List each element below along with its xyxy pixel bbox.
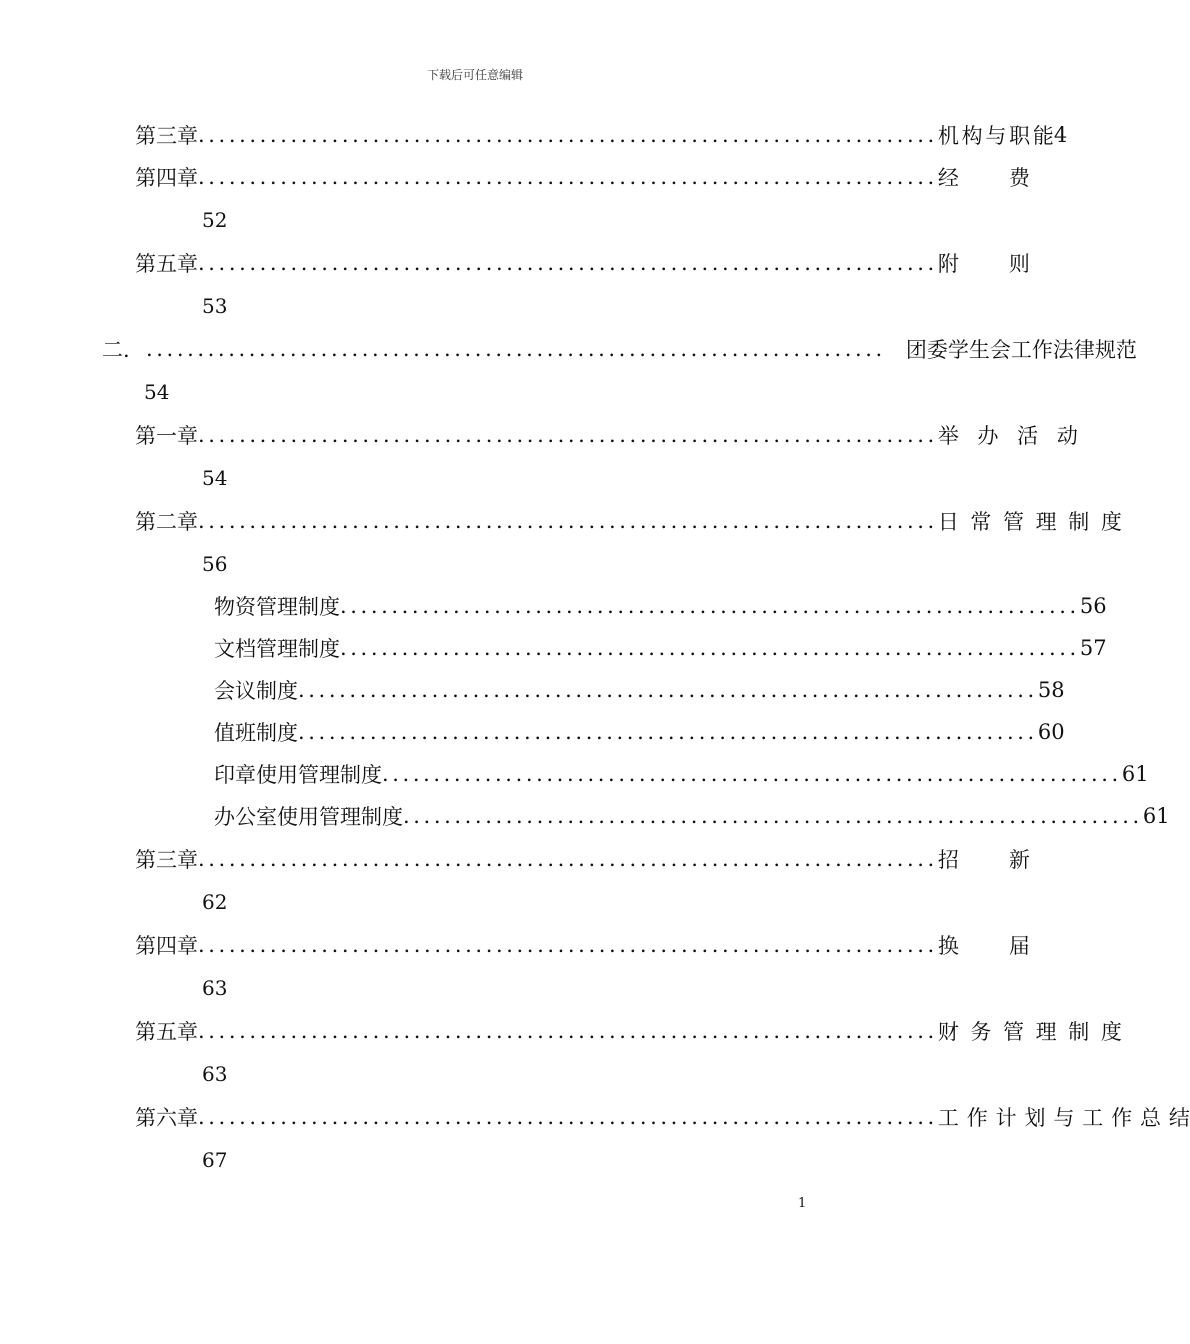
- toc-page-number: 53: [202, 294, 228, 318]
- toc-title: 团委学生会工作法律规范: [905, 338, 1137, 362]
- toc-page-number: 67: [202, 1148, 228, 1172]
- toc-leader-dots: ........................................................................: [198, 1019, 938, 1043]
- toc-leader-dots: ........................................................................: [198, 251, 938, 275]
- toc-subentry[interactable]: [214, 591, 1107, 621]
- toc-leader-dots: ........................................................................: [146, 337, 886, 361]
- toc-part-label: 二.: [102, 338, 130, 362]
- toc-leader-dots: ........................................................................: [340, 636, 1080, 660]
- toc-page-number: 57: [1079, 636, 1107, 660]
- toc-title: 举办活动: [937, 424, 1078, 448]
- toc-subentry-label: 印章使用管理制度: [214, 763, 382, 787]
- toc-title: 换届: [937, 934, 1030, 958]
- toc-chapter-label: 第三章: [135, 124, 198, 148]
- toc-page-number: 62: [202, 890, 228, 914]
- toc-leader-dots: ........................................................................: [382, 762, 1122, 786]
- toc-page-number: 61: [1121, 762, 1149, 786]
- toc-subentry-label: 值班制度: [214, 721, 298, 745]
- toc-page-number: 4: [1053, 123, 1068, 147]
- toc-subentry-label: 物资管理制度: [214, 595, 340, 619]
- page-number-footer: 1: [798, 1196, 807, 1211]
- toc-leader-dots: ........................................................................: [198, 847, 938, 871]
- toc-leader-dots: ........................................................................: [403, 804, 1143, 828]
- toc-page-number: 56: [1079, 594, 1107, 618]
- toc-page-number: 56: [202, 552, 228, 576]
- toc-chapter-label: 第六章: [135, 1106, 198, 1130]
- toc-subentry[interactable]: [214, 759, 1149, 789]
- toc-entry[interactable]: [135, 844, 1030, 874]
- toc-title: 工作计划与工作总结: [937, 1106, 1190, 1130]
- toc-subentry[interactable]: [214, 717, 1065, 747]
- toc-entry[interactable]: [135, 930, 1030, 960]
- toc-entry[interactable]: [135, 1102, 1190, 1132]
- toc-chapter-label: 第一章: [135, 424, 198, 448]
- toc-entry[interactable]: [102, 334, 1137, 364]
- toc-page-number: 60: [1037, 720, 1065, 744]
- toc-entry[interactable]: [135, 248, 1030, 278]
- toc-title: 经费: [937, 166, 1030, 190]
- toc-page-number: 63: [202, 1062, 228, 1086]
- toc-page-number: 61: [1142, 804, 1170, 828]
- toc-entry[interactable]: [135, 120, 1068, 150]
- toc-title: 招新: [937, 848, 1030, 872]
- toc-leader-dots: ........................................................................: [198, 165, 938, 189]
- toc-page-number: 63: [202, 976, 228, 1000]
- toc-title: 财务管理制度: [937, 1020, 1122, 1044]
- toc-subentry[interactable]: [214, 633, 1107, 663]
- toc-chapter-label: 第五章: [135, 1020, 198, 1044]
- toc-page-number: 54: [144, 380, 170, 404]
- toc-leader-dots: ........................................................................: [298, 678, 1038, 702]
- toc-chapter-label: 第五章: [135, 252, 198, 276]
- toc-chapter-label: 第三章: [135, 848, 198, 872]
- toc-leader-dots: ........................................................................: [298, 720, 1038, 744]
- toc-page-number: 54: [202, 466, 228, 490]
- toc-title: 附则: [937, 252, 1030, 276]
- toc-subentry-label: 会议制度: [214, 679, 298, 703]
- toc-leader-dots: ........................................................................: [198, 423, 938, 447]
- toc-subentry[interactable]: [214, 801, 1170, 831]
- toc-chapter-label: 第四章: [135, 166, 198, 190]
- toc-entry[interactable]: [135, 162, 1030, 192]
- toc-leader-dots: ........................................................................: [340, 594, 1080, 618]
- toc-leader-dots: ........................................................................: [198, 933, 938, 957]
- toc-leader-dots: ........................................................................: [198, 1105, 938, 1129]
- toc-title: 机构与职能: [937, 124, 1054, 148]
- toc-subentry-label: 文档管理制度: [214, 637, 340, 661]
- toc-page-number: 52: [202, 208, 228, 232]
- toc-subentry[interactable]: [214, 675, 1065, 705]
- toc-entry[interactable]: [135, 1016, 1122, 1046]
- toc-chapter-label: 第四章: [135, 934, 198, 958]
- toc-leader-dots: ........................................................................: [198, 123, 938, 147]
- toc-entry[interactable]: [135, 506, 1122, 536]
- toc-leader-dots: ........................................................................: [198, 509, 938, 533]
- toc-chapter-label: 第二章: [135, 510, 198, 534]
- toc-page-number: 58: [1037, 678, 1065, 702]
- toc-title: 日常管理制度: [937, 510, 1122, 534]
- page-header: 下载后可任意编辑: [426, 68, 523, 82]
- toc-subentry-label: 办公室使用管理制度: [214, 805, 403, 829]
- toc-entry[interactable]: [135, 420, 1078, 450]
